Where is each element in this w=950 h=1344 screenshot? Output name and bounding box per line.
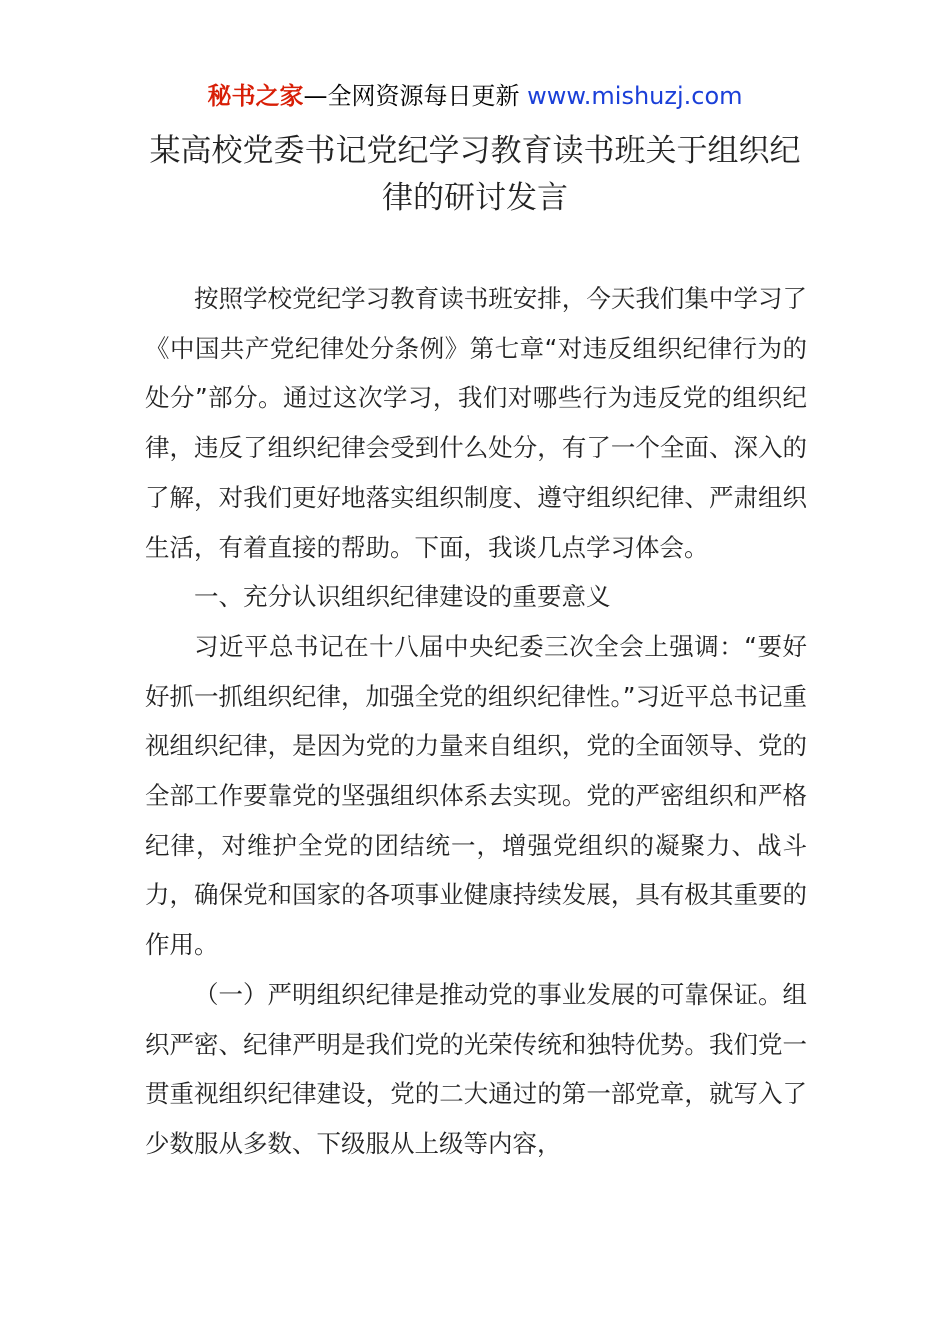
paragraph-section-1: 习近平总书记在十八届中央纪委三次全会上强调：“要好好抓一抓组织纪律，加强全党的组织纪律性。”习近平总书记重视组织纪律，是因为党的力量来自组织，党的全面领导、党的全部工作要靠党的坚强组织体系去实现。党的严密组织和严格纪律，对维护全党的团结统一，增强党组织的凝聚力、战斗力，确保党和国家的各项事业健康持续发展，具有极其重要的作用。 xyxy=(145,631,807,960)
site-url-link[interactable]: www.mishuzj.com xyxy=(527,82,743,110)
section-heading-1: 一、充分认识组织纪律建设的重要意义 xyxy=(194,582,611,612)
document-title: 某高校党委书记党纪学习教育读书班关于组织纪律的研讨发言 xyxy=(149,133,801,216)
header-tagline: —全网资源每日更新 xyxy=(303,82,528,110)
brand-name[interactable]: 秘书之家 xyxy=(207,82,304,110)
paragraph-intro: 按照学校党纪学习教育读书班安排，今天我们集中学习了《中国共产党纪律处分条例》第七章“对违反组织纪律行为的处分”部分。通过这次学习，我们对哪些行为违反党的组织纪律，违反了组织纪律会受到什么处分，有了一个全面、深入的了解，对我们更好地落实组织制度、遵守组织纪律、严肃组织生活，有着直接的帮助。下面，我谈几点学习体会。 xyxy=(145,284,807,562)
document-body xyxy=(145,274,807,1169)
site-header xyxy=(0,80,950,112)
paragraph-subsection-1: （一）严明组织纪律是推动党的事业发展的可靠保证。组织严密、纪律严明是我们党的光荣传统和独特优势。我们党一贯重视组织纪律建设，党的二大通过的第一部党章，就写入了少数服从多数、下级服从上级等内容， xyxy=(145,979,807,1158)
